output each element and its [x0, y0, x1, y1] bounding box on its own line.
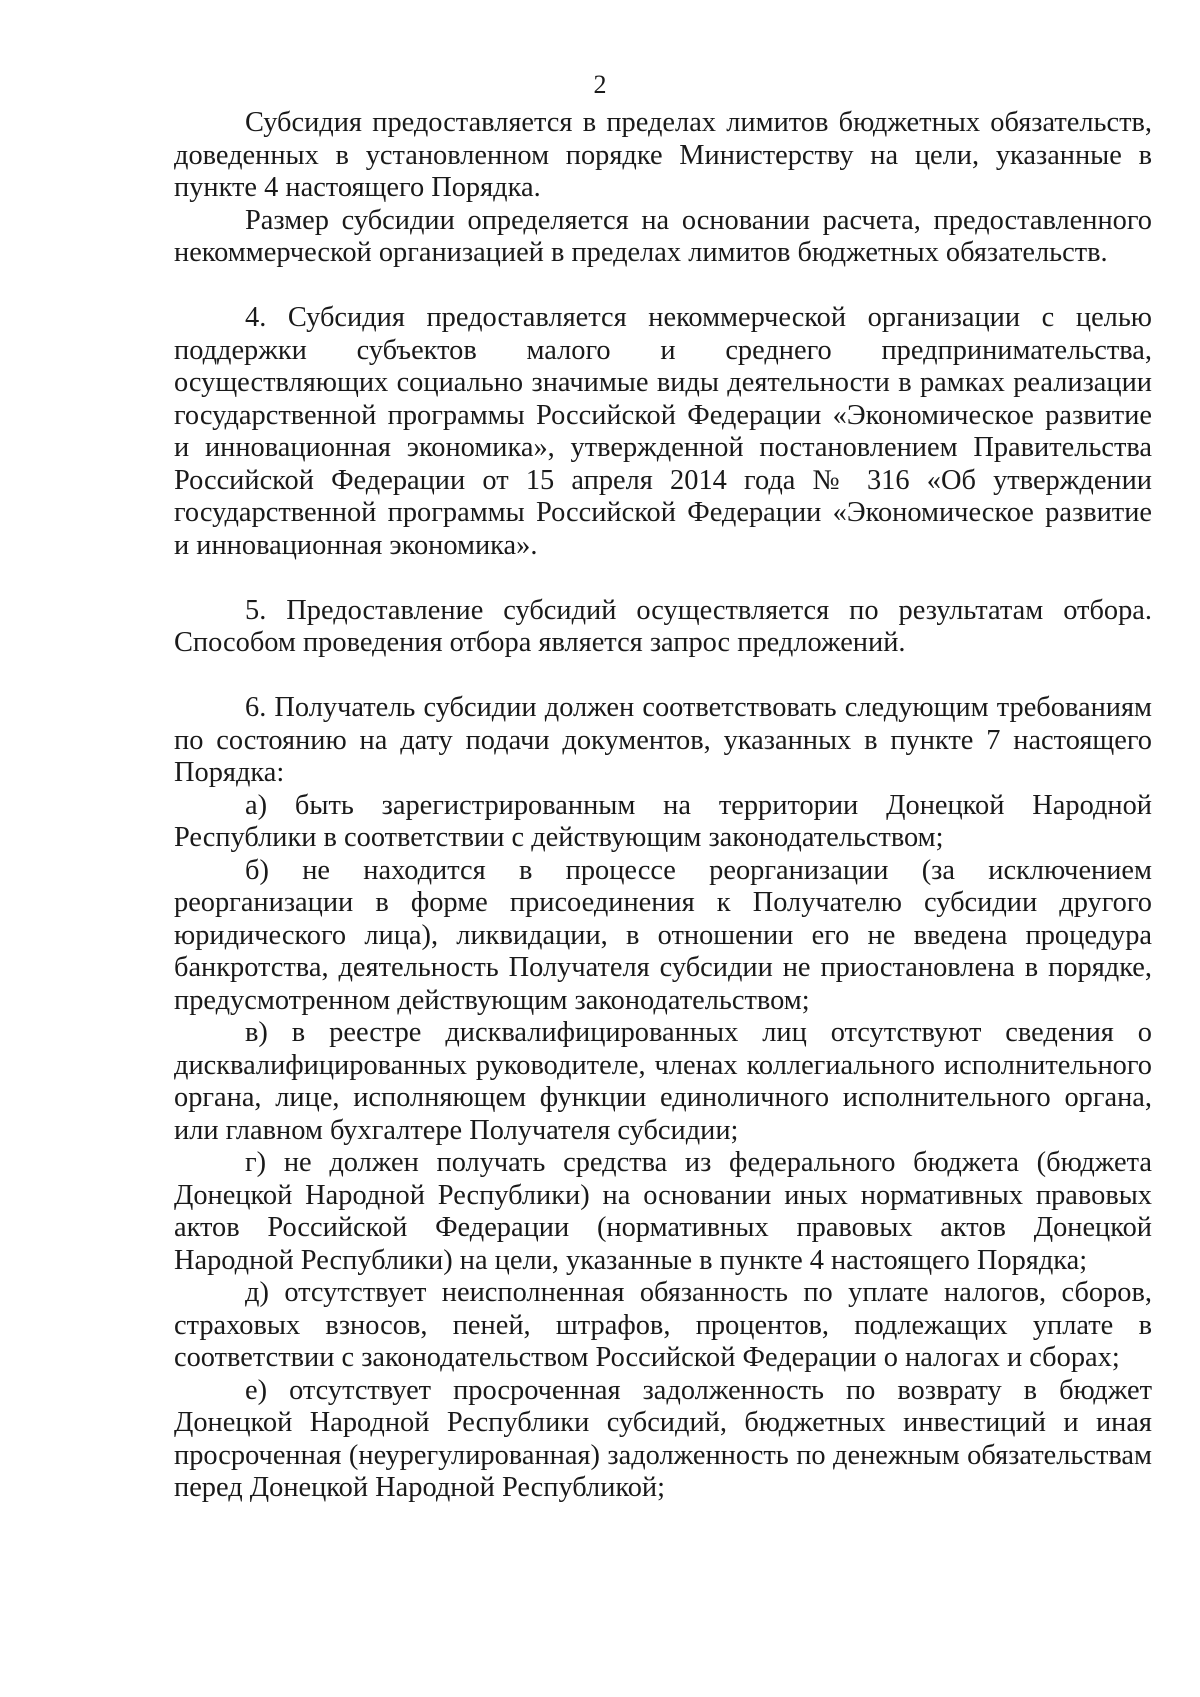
paragraph-item-6: 6. Получатель субсидии должен соответствовать следующим требованиям по состоянию на дату подачи документов, указанных в пункте 7 настоящего Порядка: [174, 692, 1152, 788]
paragraph-subitem-b: б) не находится в процессе реорганизации (за исключением реорганизации в форме присоединения к Получателю субсидии другого юридического лица), ликвидации, в отношении его не введена процедура банкротства, деятельность Получателя субсидии не приостановлена в порядке, предусмотренном действующим законодательством; [174, 854, 1152, 1016]
paragraph-item-4: 4. Субсидия предоставляется некоммерческой организации с целью поддержки субъектов малого и среднего предпринимательства, осуществляющих социально значимые виды деятельности в рамках реализации государственной программы Российской Федерации «Экономическое развитие и инновационная экономика», утвержденной постановлением Правительства Российской Федерации от 15 апреля 2014 года № 316 «Об утверждении государственной программы Российской Федерации «Экономическое развитие и инновационная экономика». [174, 302, 1152, 561]
paragraph-subitem-v: в) в реестре дисквалифицированных лиц отсутствуют сведения о дисквалифицированных руководителе, членах коллегиального исполнительного органа, лице, исполняющем функции единоличного исполнительного органа, или главном бухгалтере Получателя субсидии; [174, 1017, 1152, 1146]
page-number: 2 [593, 70, 607, 99]
paragraph-subitem-d: д) отсутствует неисполненная обязанность по уплате налогов, сборов, страховых взносов, пеней, штрафов, процентов, подлежащих уплате в соответствии с законодательством Российской Федерации о налогах и сборах; [174, 1277, 1152, 1373]
document-body [174, 107, 1152, 1505]
paragraph-subitem-g: г) не должен получать средства из федерального бюджета (бюджета Донецкой Народной Республики) на основании иных нормативных правовых актов Российской Федерации (нормативных правовых актов Донецкой Народной Республики) на цели, указанные в пункте 4 настоящего Порядка; [174, 1147, 1152, 1276]
paragraph-item-5: 5. Предоставление субсидий осуществляется по результатам отбора. Способом проведения отбора является запрос предложений. [174, 594, 1152, 658]
paragraph-subsidy-amount: Размер субсидии определяется на основании расчета, предоставленного некоммерческой организацией в пределах лимитов бюджетных обязательств. [174, 204, 1152, 268]
paragraph-subsidy-limits: Субсидия предоставляется в пределах лимитов бюджетных обязательств, доведенных в установленном порядке Министерству на цели, указанные в пункте 4 настоящего Порядка. [174, 107, 1152, 203]
paragraph-subitem-a: а) быть зарегистрированным на территории Донецкой Народной Республики в соответствии с действующим законодательством; [174, 789, 1152, 853]
paragraph-subitem-e: е) отсутствует просроченная задолженность по возврату в бюджет Донецкой Народной Республики субсидий, бюджетных инвестиций и иная просроченная (неурегулированная) задолженность по денежным обязательствам перед Донецкой Народной Республикой; [174, 1374, 1152, 1503]
